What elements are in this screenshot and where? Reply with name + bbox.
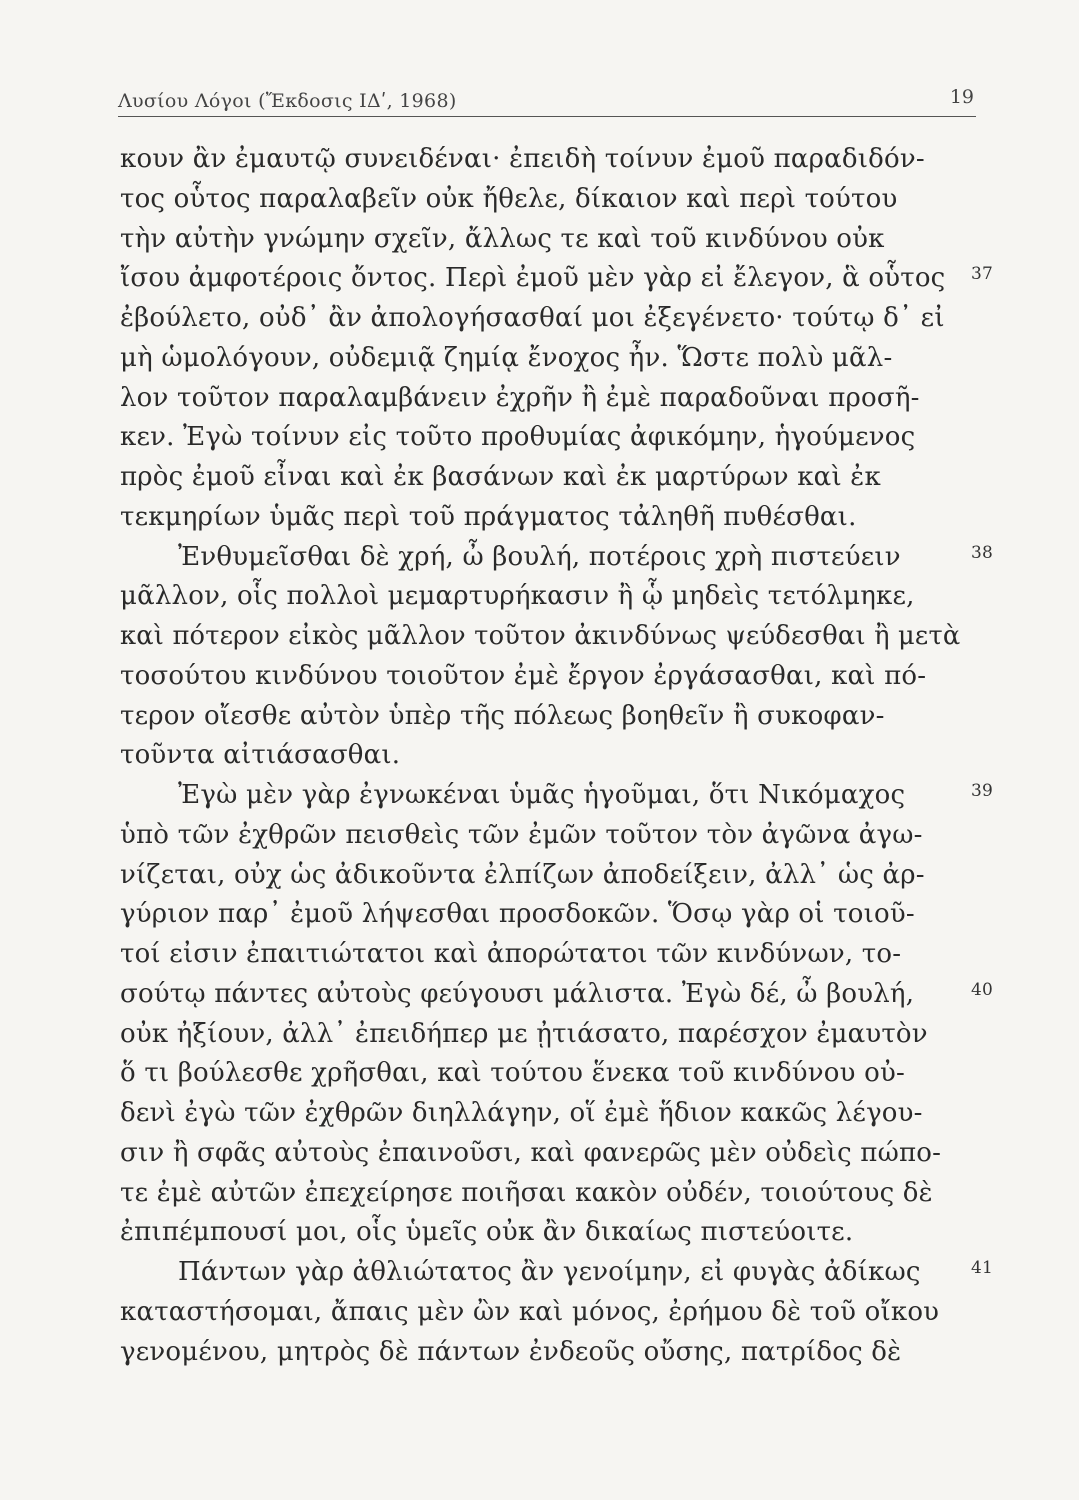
text-line bbox=[120, 617, 960, 657]
text-line bbox=[120, 657, 960, 697]
text-line-content: Ἐνθυμεῖσθαι δὲ χρή, ὦ βουλή, ποτέροις χρὴ πιστεύειν bbox=[178, 541, 901, 572]
text-line bbox=[120, 1134, 960, 1174]
text-line bbox=[120, 816, 960, 856]
text-line bbox=[120, 935, 960, 975]
text-line bbox=[120, 1174, 960, 1214]
text-line-content: κεν. Ἐγὼ τοίνυν εἰς τοῦτο προθυμίας ἀφικόμην, ἡγούμενος bbox=[120, 422, 916, 453]
text-line bbox=[120, 1253, 994, 1293]
text-line bbox=[120, 498, 960, 538]
text-line-content: Πάντων γὰρ ἀθλιώτατος ἂν γενοίμην, εἰ φυγὰς ἀδίκως bbox=[178, 1257, 921, 1287]
text-line bbox=[120, 736, 960, 776]
text-line bbox=[120, 140, 960, 180]
text-line-content: οὐκ ἠξίουν, ἀλλ᾽ ἐπειδήπερ με ᾐτιάσατο, παρέσχον ἐμαυτὸν bbox=[120, 1018, 928, 1049]
page-number: 19 bbox=[949, 86, 974, 108]
text-line bbox=[120, 220, 960, 260]
text-line bbox=[120, 577, 960, 617]
text-line-content: τὴν αὐτὴν γνώμην σχεῖν, ἄλλως τε καὶ τοῦ κινδύνου οὐκ bbox=[120, 223, 885, 254]
text-line-content: ἐπιπέμπουσί μοι, οἷς ὑμεῖς οὐκ ἂν δικαίως πιστεύοιτε. bbox=[120, 1217, 854, 1248]
text-line bbox=[120, 259, 994, 299]
running-header bbox=[118, 84, 976, 117]
text-line-content: Ἐγὼ μὲν γὰρ ἐγνωκέναι ὑμᾶς ἡγοῦμαι, ὅτι Νικόμαχος bbox=[178, 780, 906, 810]
text-line bbox=[120, 339, 960, 379]
text-line bbox=[120, 856, 960, 896]
text-line-content: γύριον παρ᾽ ἐμοῦ λήψεσθαι προσδοκῶν. Ὅσῳ γὰρ οἱ τοιοῦ- bbox=[120, 899, 915, 930]
text-line-content: τοσούτου κινδύνου τοιοῦτον ἐμὲ ἔργον ἐργάσασθαι, καὶ πό- bbox=[120, 660, 927, 691]
text-line bbox=[120, 1293, 960, 1333]
text-line-content: ὑπὸ τῶν ἐχθρῶν πεισθεὶς τῶν ἐμῶν τοῦτον τὸν ἀγῶνα ἀγω- bbox=[120, 819, 923, 850]
section-number: 40 bbox=[971, 979, 994, 1000]
text-line-content: τερον οἴεσθε αὐτὸν ὑπὲρ τῆς πόλεως βοηθεῖν ἢ συκοφαν- bbox=[120, 700, 885, 731]
text-line bbox=[120, 418, 960, 458]
text-line bbox=[120, 299, 960, 339]
text-line-content: πρὸς ἐμοῦ εἶναι καὶ ἐκ βασάνων καὶ ἐκ μαρτύρων καὶ ἐκ bbox=[120, 462, 881, 492]
text-line bbox=[120, 975, 994, 1015]
text-line bbox=[120, 1015, 960, 1055]
text-line bbox=[120, 1094, 960, 1134]
text-line-content: δενὶ ἐγὼ τῶν ἐχθρῶν διηλλάγην, οἵ ἐμὲ ἥδιον κακῶς λέγου- bbox=[120, 1098, 923, 1128]
text-line-content: γενομένου, μητρὸς δὲ πάντων ἐνδεοῦς οὔσης, πατρίδος δὲ bbox=[120, 1336, 902, 1367]
text-line-content: σιν ἢ σφᾶς αὐτοὺς ἐπαινοῦσι, καὶ φανερῶς μὲν οὐδεὶς πώπο- bbox=[120, 1137, 942, 1168]
text-line bbox=[120, 538, 994, 578]
text-line bbox=[120, 1333, 960, 1373]
text-line-content: τεκμηρίων ὑμᾶς περὶ τοῦ πράγματος τἀληθῆ πυθέσθαι. bbox=[120, 501, 857, 532]
text-line-content: ὅ τι βούλεσθε χρῆσθαι, καὶ τούτου ἕνεκα τοῦ κινδύνου οὐ- bbox=[120, 1058, 905, 1089]
text-line bbox=[120, 379, 960, 419]
text-line-content: λον τοῦτον παραλαμβάνειν ἐχρῆν ἢ ἐμὲ παραδοῦναι προσῆ- bbox=[120, 382, 920, 413]
text-line-content: καὶ πότερον εἰκὸς μᾶλλον τοῦτον ἀκινδύνως ψεύδεσθαι ἢ μετὰ bbox=[120, 621, 961, 651]
text-line-content: τε ἐμὲ αὐτῶν ἐπεχείρησε ποιῆσαι κακὸν οὐδέν, τοιούτους δὲ bbox=[120, 1177, 933, 1208]
text-line bbox=[120, 895, 960, 935]
section-number: 41 bbox=[971, 1258, 994, 1278]
text-line-content: τος οὗτος παραλαβεῖν οὐκ ἤθελε, δίκαιον καὶ περὶ τούτου bbox=[120, 183, 898, 214]
text-line bbox=[120, 776, 994, 816]
text-line bbox=[120, 458, 960, 498]
text-line-content: καταστήσομαι, ἄπαις μὲν ὢν καὶ μόνος, ἐρήμου δὲ τοῦ οἴκου bbox=[120, 1296, 940, 1327]
text-line-content: μᾶλλον, οἷς πολλοὶ μεμαρτυρήκασιν ἢ ᾧ μηδεὶς τετόλμηκε, bbox=[120, 581, 915, 612]
body-text bbox=[120, 140, 994, 1372]
text-line-content: νίζεται, οὐχ ὡς ἀδικοῦντα ἐλπίζων ἀποδείξειν, ἀλλ᾽ ὡς ἀρ- bbox=[120, 859, 925, 890]
text-line-content: σούτῳ πάντες αὐτοὺς φεύγουσι μάλιστα. Ἐγὼ δέ, ὦ βουλή, bbox=[120, 978, 915, 1009]
section-number: 38 bbox=[971, 542, 994, 563]
section-number: 39 bbox=[971, 781, 994, 801]
text-line-content: τοί εἰσιν ἐπαιτιώτατοι καὶ ἀπορώτατοι τῶν κινδύνων, το- bbox=[120, 939, 902, 969]
text-line-content: τοῦντα αἰτιάσασθαι. bbox=[120, 740, 401, 771]
text-line bbox=[120, 180, 960, 220]
text-line bbox=[120, 1213, 960, 1253]
header-title: Λυσίου Λόγοι (Ἔκδοσις ΙΔʹ, 1968) bbox=[118, 90, 457, 112]
text-line-content: κουν ἂν ἐμαυτῷ συνειδέναι· ἐπειδὴ τοίνυν ἐμοῦ παραδιδόν- bbox=[120, 144, 925, 174]
text-line bbox=[120, 1054, 960, 1094]
text-line-content: ἐβούλετο, οὐδ᾽ ἂν ἀπολογήσασθαί μοι ἐξεγένετο· τούτῳ δ᾽ εἰ bbox=[120, 303, 945, 333]
text-line-content: μὴ ὡμολόγουν, οὐδεμιᾷ ζημίᾳ ἔνοχος ἦν. Ὥστε πολὺ μᾶλ- bbox=[120, 342, 893, 373]
section-number: 37 bbox=[971, 264, 994, 285]
text-line bbox=[120, 697, 960, 737]
text-line-content: ἴσου ἀμφοτέροις ὄντος. Περὶ ἐμοῦ μὲν γὰρ εἰ ἔλεγον, ἃ οὗτος bbox=[120, 263, 946, 294]
